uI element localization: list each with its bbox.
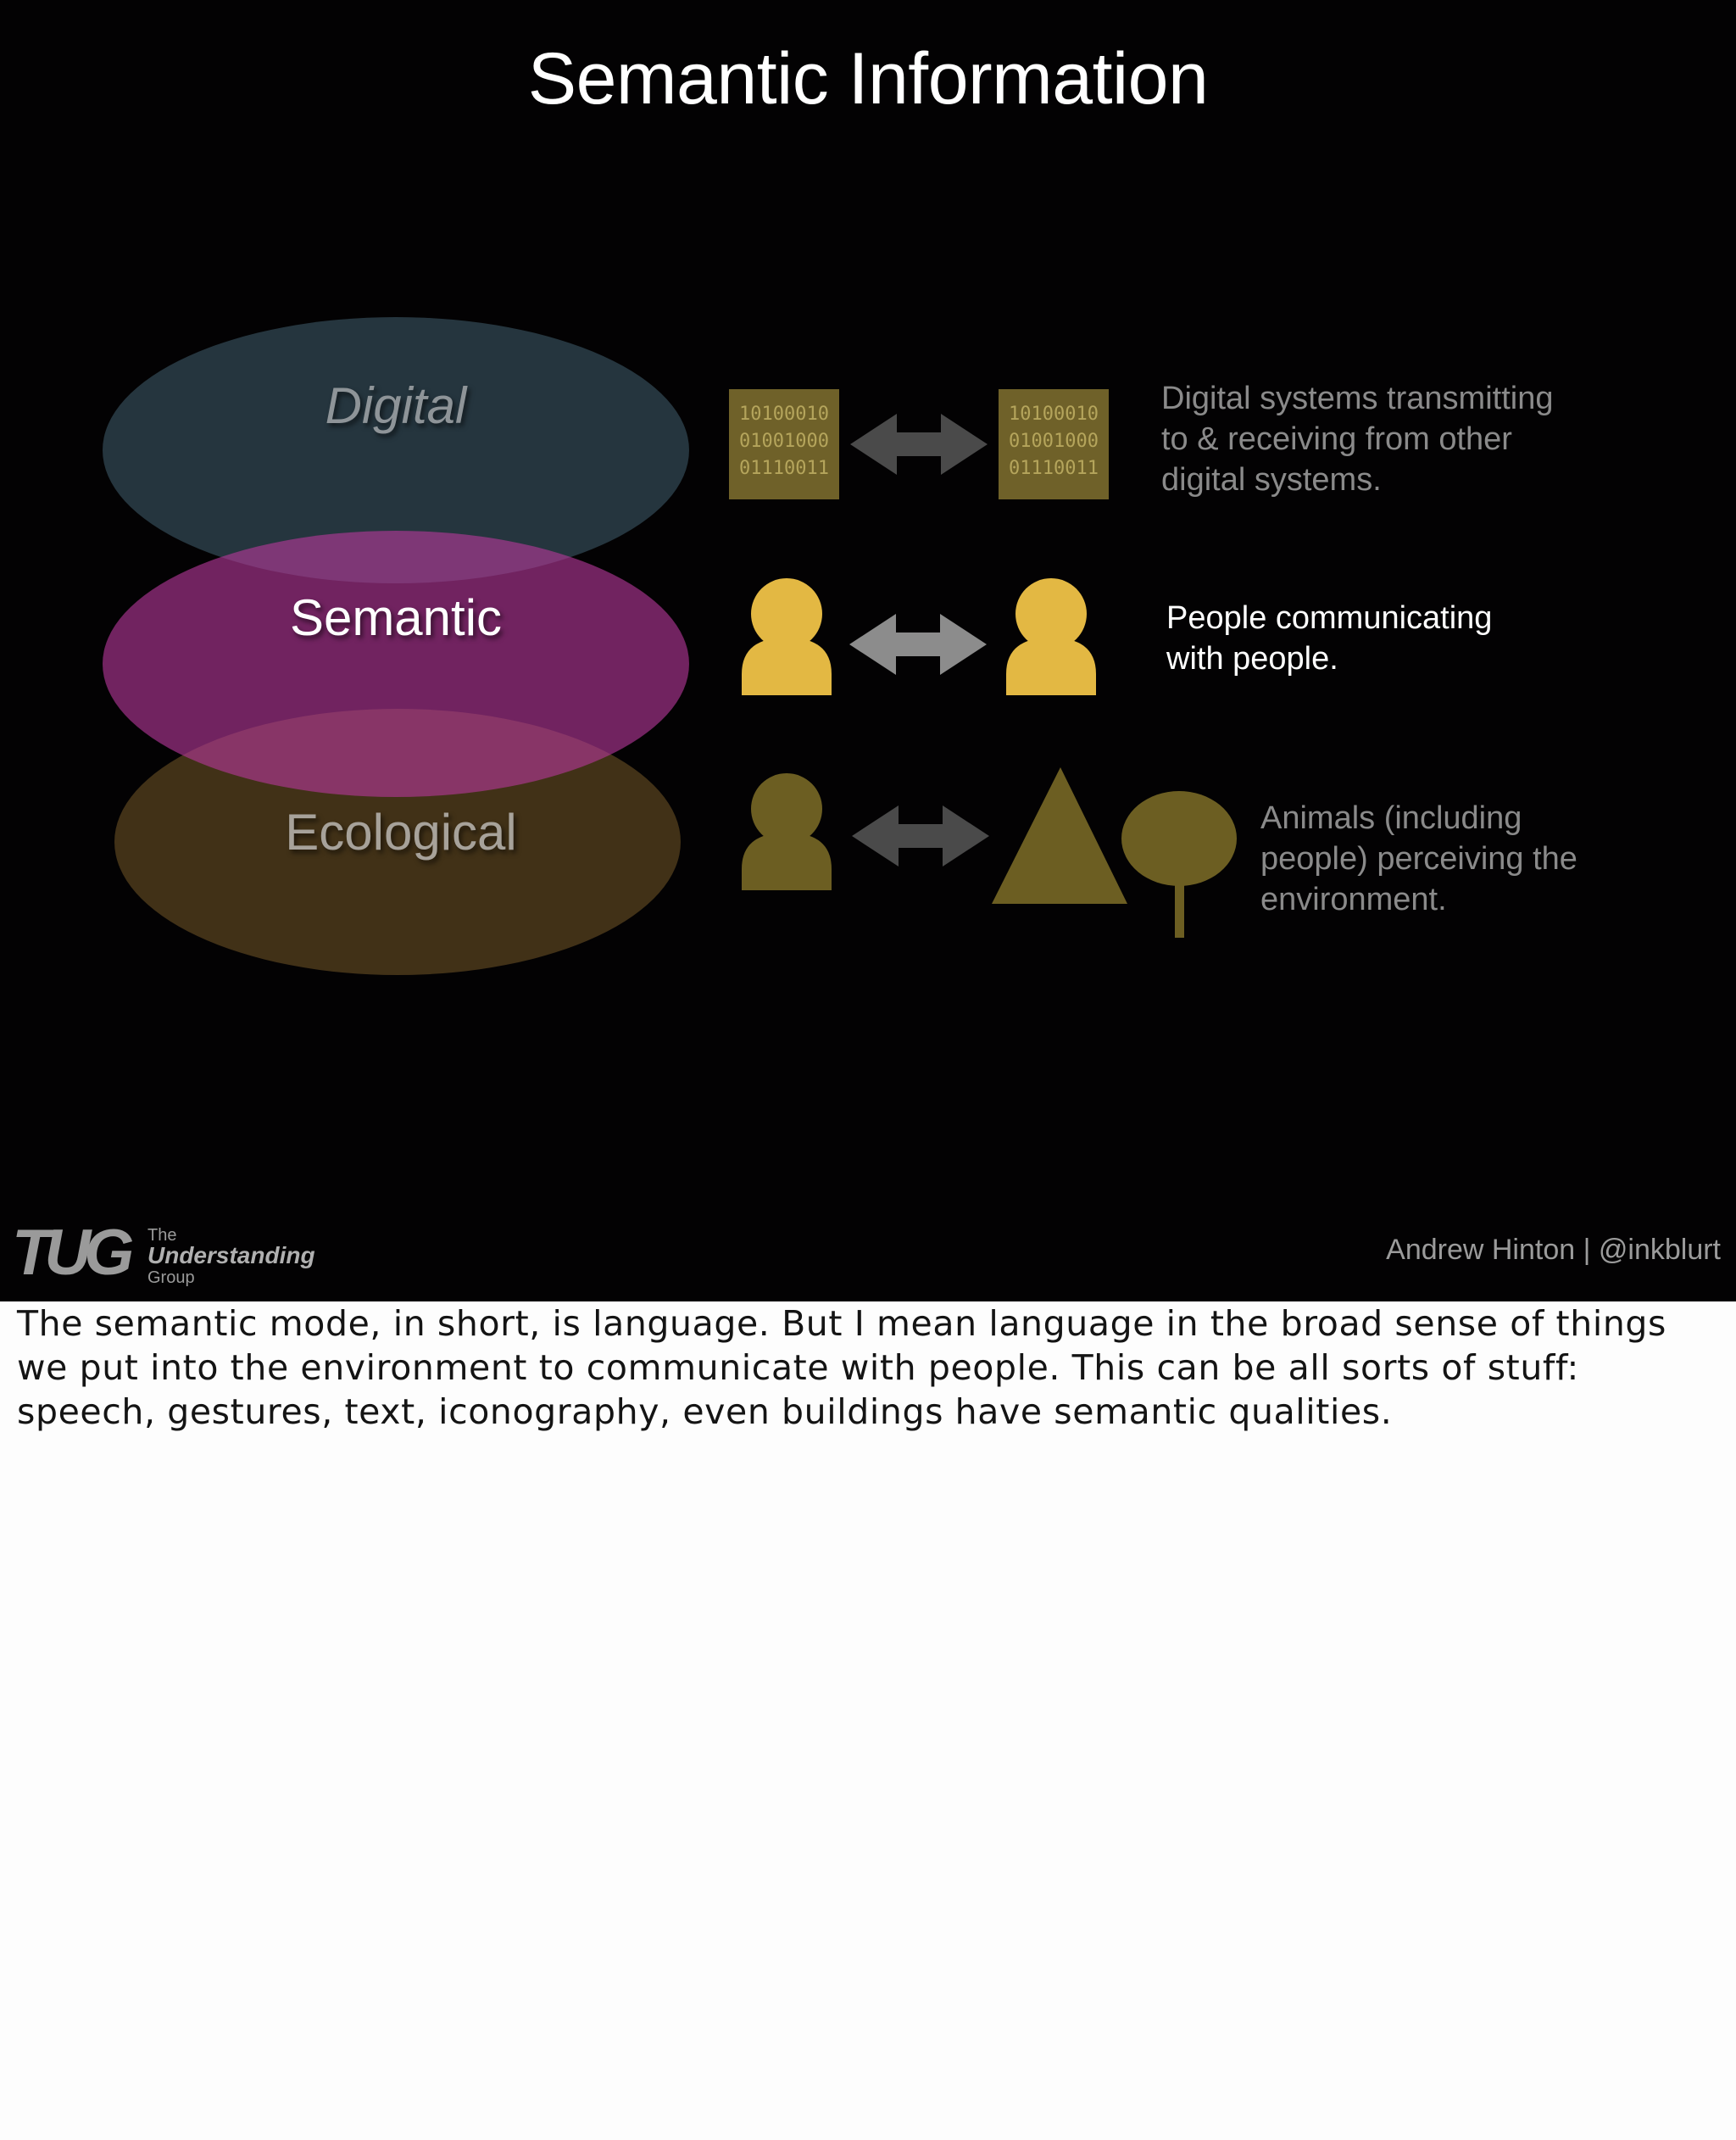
- digital-double-arrow-icon: [850, 414, 988, 475]
- slide-title: Semantic Information: [527, 38, 1209, 120]
- logo-mark: TUG: [12, 1217, 128, 1289]
- semantic-label: Semantic: [289, 589, 503, 646]
- tree-icon: [1121, 791, 1237, 938]
- person-right-icon: [1006, 578, 1096, 695]
- speaker-notes: The semantic mode, in short, is language. But I mean language in the broad sense of things we put into the environment to communicate with people. This can be all sorts of stuff: speech, gestures, text, iconography, even buildings have semantic qualities.: [17, 1303, 1666, 1432]
- tug-logo: [12, 1219, 334, 1287]
- binary-box-right-icon: 10100010 01001000 01110011: [999, 389, 1109, 499]
- binary-box-left-icon: 10100010 01001000 01110011: [729, 389, 839, 499]
- semantic-double-arrow-icon: [849, 614, 987, 675]
- semantic-description: People communicating with people.: [1166, 600, 1493, 677]
- digital-label: Digital: [325, 377, 467, 434]
- ecological-double-arrow-icon: [852, 805, 989, 867]
- logo-the: The: [147, 1226, 177, 1245]
- logo-understanding: Understanding: [147, 1242, 315, 1268]
- semantic-oval: [103, 531, 689, 797]
- author-credit: Andrew Hinton | @inkblurt: [1386, 1234, 1721, 1266]
- logo-group: Group: [147, 1268, 195, 1287]
- person-left-icon: [742, 578, 832, 695]
- animal-person-icon: [742, 773, 832, 890]
- triangle-icon: [992, 767, 1127, 904]
- ecological-description: Animals (including people) perceiving the environment.: [1260, 800, 1577, 917]
- ecological-label: Ecological: [285, 804, 517, 861]
- digital-description: Digital systems transmitting to & receiving from other digital systems.: [1161, 381, 1554, 498]
